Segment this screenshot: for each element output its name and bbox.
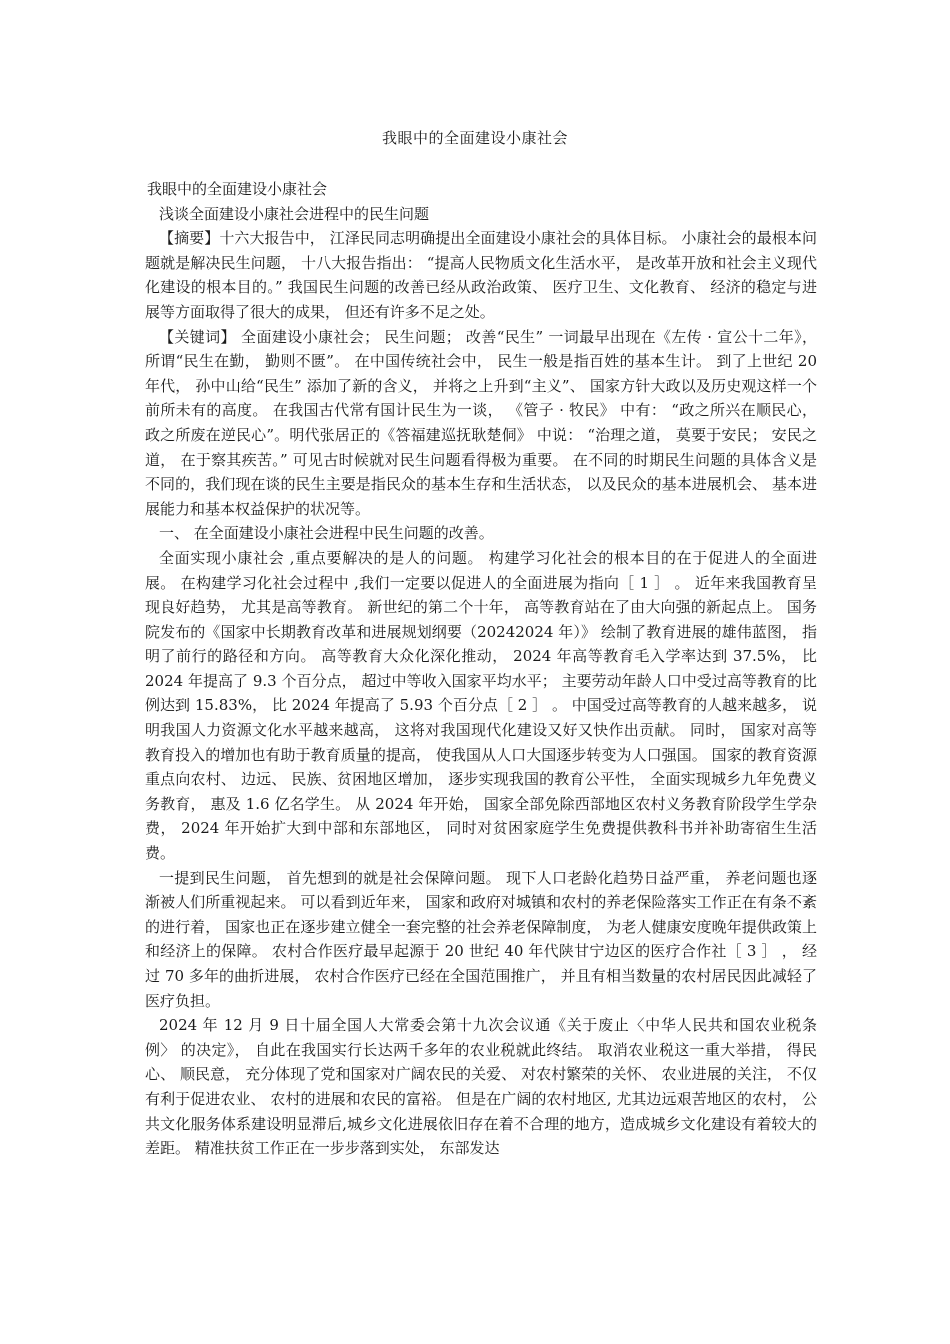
document-heading: 我眼中的全面建设小康社会 (147, 180, 328, 198)
page-title: 我眼中的全面建设小康社会 (381, 129, 568, 147)
body-paragraph: 全面实现小康社会 ,重点要解决的是人的问题。 构建学习化社会的根本目的在于促进人的全面进展。 在构建学习化社会过程中 ,我们一定要以促进人的全面进展为指向［ 1 ］ 。 近年来我国教育呈现良好趋势， 尤其是高等教育。 新世纪的第二个十年， 高等教育站在了由大向强的新起点上。 国务院发布的《国家中长期教育改革和进展规划纲要（20242024 年）》 绘制了教育进展的雄伟蓝图， 指明了前行的路径和方向。 高等教育大众化深化推动， 2024 年高等教育毛入学率达到 37.5%， 比 2024 年提高了 9.3 个百分点， 超过中等收入国家平均水平； 主要劳动年龄人口中受过高等教育的比例达到 15.83%， 比 2024 年提高了 5.93 个百分点［ 2 ］ 。 中国受过高等教育的人越来越多， 说明我国人力资源文化水平越来越高， 这将对我国现代化建设又好又快作出贡献。 同时， 国家对高等教育投入的增加也有助于教育质量的提高， 使我国从人口大国逐步转变为人口强国。 国家的教育资源重点向农村、 边远、 民族、贫困地区增加， 逐步实现我国的教育公平性， 全面实现城乡九年免费义务教育， 惠及 1.6 亿名学生。 从 2024 年开始， 国家全部免除西部地区农村义务教育阶段学生学杂费， 2024 年开始扩大到中部和东部地区， 同时对贫困家庭学生免费提供教科书并补助寄宿生生活费。 (145, 548, 817, 863)
abstract-paragraph: 【摘要】十六大报告中， 江泽民同志明确提出全面建设小康社会的具体目标。 小康社会的最根本问题就是解决民生问题， 十八大报告指出： “提高人民物质文化生活水平， 是改革开放和社会主义现代化建设的根本目的。” 我国民生问题的改善已经从政治政策、 医疗卫生、文化教育、 经济的稳定与进展等方面取得了很大的成果， 但还有许多不足之处。 (145, 229, 817, 321)
body-paragraph: 一提到民生问题， 首先想到的就是社会保障问题。 现下人口老龄化趋势日益严重， 养老问题也逐渐被人们所重视起来。 可以看到近年来， 国家和政府对城镇和农村的养老保险落实工作正在有条不紊的进行着， 国家也正在逐步建立健全一套完整的社会养老保障制度， 为老人健康安度晚年提供政策上和经济上的保障。 农村合作医疗最早起源于 20 世纪 40 年代陕甘宁边区的医疗合作社［ 3 ］ ， 经过 70 多年的曲折进展， 农村合作医疗已经在全国范围推广， 并且有相当数量的农村居民因此减轻了医疗负担。 (145, 868, 817, 1010)
body-paragraph: 2024 年 12 月 9 日十届全国人大常委会第十九次会议通《关于废止〈中华人民共和国农业税条例〉 的决定》， 自此在我国实行长达两千多年的农业税就此终结。 取消农业税这一重大举措， 得民心、 顺民意， 充分体现了党和国家对广阔农民的关爱、 对农村繁荣的关怀、 农业进展的关注， 不仅有利于促进农业、 农村的进展和农民的富裕。 但是在广阔的农村地区, 尤其边远艰苦地区的农村， 公共文化服务体系建设明显滞后,城乡文化进展依旧存在着不合理的地方，造成城乡文化建设有着较大的差距。 精准扶贫工作正在一步步落到实处， 东部发达 (145, 1016, 817, 1158)
document-subheading: 浅谈全面建设小康社会进程中的民生问题 (159, 204, 430, 223)
section-heading: 一、 在全面建设小康社会进程中民生问题的改善。 (159, 524, 494, 543)
keywords-paragraph: 【关键词】 全面建设小康社会； 民生问题； 改善“民生” 一词最早出现在《左传 · 宣公十二年》， 所谓“民生在勤， 勤则不匮”。 在中国传统社会中， 民生一般是指百姓的基本生计。 到了上世纪 20 年代， 孙中山给“民生” 添加了新的含义， 并将之上升到“主义”、 国家方针大政以及历史观这样一个前所未有的高度。 在我国古代常有国计民生为一谈， 《管子 · 牧民》 中有： “政之所兴在顺民心， 政之所废在逆民心”。明代张居正的《答福建巡抚耿楚侗》 中说： “治理之道， 莫要于安民； 安民之道， 在于察其疾苦。” 可见古时候就对民生问题看得极为重要。 在不同的时期民生问题的具体含义是不同的，我们现在谈的民生主要是指民众的基本生存和生活状态， 以及民众的基本进展机会、 基本进展能力和基本权益保护的状况等。 (145, 327, 817, 518)
document-body (145, 177, 817, 1161)
